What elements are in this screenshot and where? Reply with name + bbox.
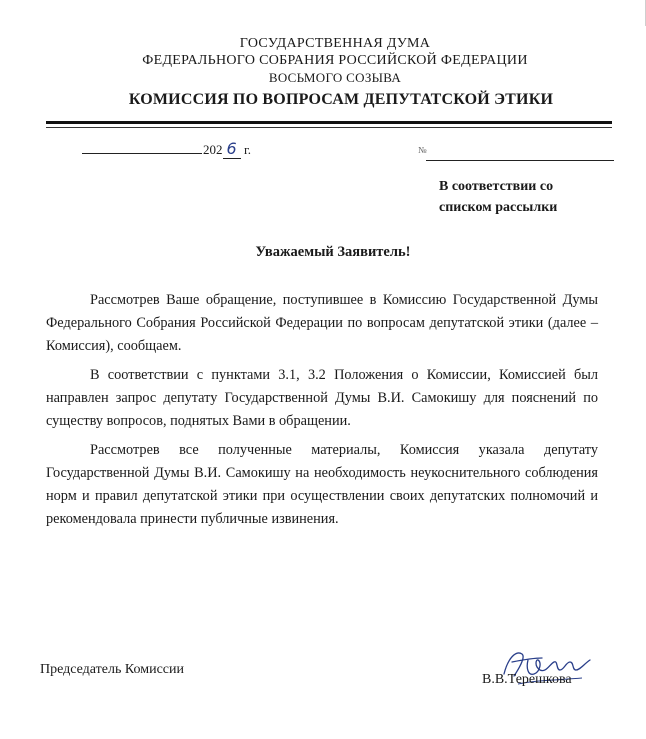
committee-title: КОМИССИЯ ПО ВОПРОСАМ ДЕПУТАТСКОЙ ЭТИКИ (128, 91, 554, 108)
paragraph-3: Рассмотрев все полученные материалы, Комиссия указала депутату Государственной Думы В.И. Самокишу на необходимость неукоснительного соблюдения норм и правил депутатской этики при осуществлении своих депутатских полномочий и рекомендовала принести публичные извинения. (46, 442, 598, 527)
addressee-line-2: списком рассылки (439, 200, 558, 215)
salutation: Уважаемый Заявитель! (255, 244, 411, 260)
header-line-2: ФЕДЕРАЛЬНОГО СОБРАНИЯ РОССИЙСКОЙ ФЕДЕРАЦИИ (142, 53, 528, 68)
date-suffix: г. (243, 142, 252, 157)
number-blank-line (426, 160, 614, 161)
date-field (203, 139, 251, 158)
signer-name: В.В.Терешкова (482, 672, 572, 687)
header-line-3: ВОСЬМОГО СОЗЫВА (268, 70, 402, 85)
date-blank-line (82, 153, 202, 154)
letter-body (46, 289, 598, 537)
addressee-block (439, 176, 557, 218)
date-prefix: 202 (203, 142, 223, 157)
addressee-line-1: В соответствии со (439, 179, 554, 194)
date-handwritten-digit: 6 (223, 139, 241, 159)
header-rule-thin (46, 127, 612, 128)
signer-role: Председатель Комиссии (40, 662, 184, 677)
number-mark: № (418, 145, 427, 155)
paragraph-1: Рассмотрев Ваше обращение, поступившее в Комиссию Государственной Думы Федерального Собрания Российской Федерации по вопросам депутатской этики (далее – Комиссия), сообщаем. (46, 292, 598, 354)
header-line-1: ГОСУДАРСТВЕННАЯ ДУМА (239, 36, 431, 51)
header-rule-thick (46, 121, 612, 124)
paragraph-2: В соответствии с пунктами 3.1, 3.2 Положения о Комиссии, Комиссией был направлен запрос депутату Государственной Думы В.И. Самокишу для пояснений по существу вопросов, поднятых Вами в обращении. (46, 367, 598, 429)
